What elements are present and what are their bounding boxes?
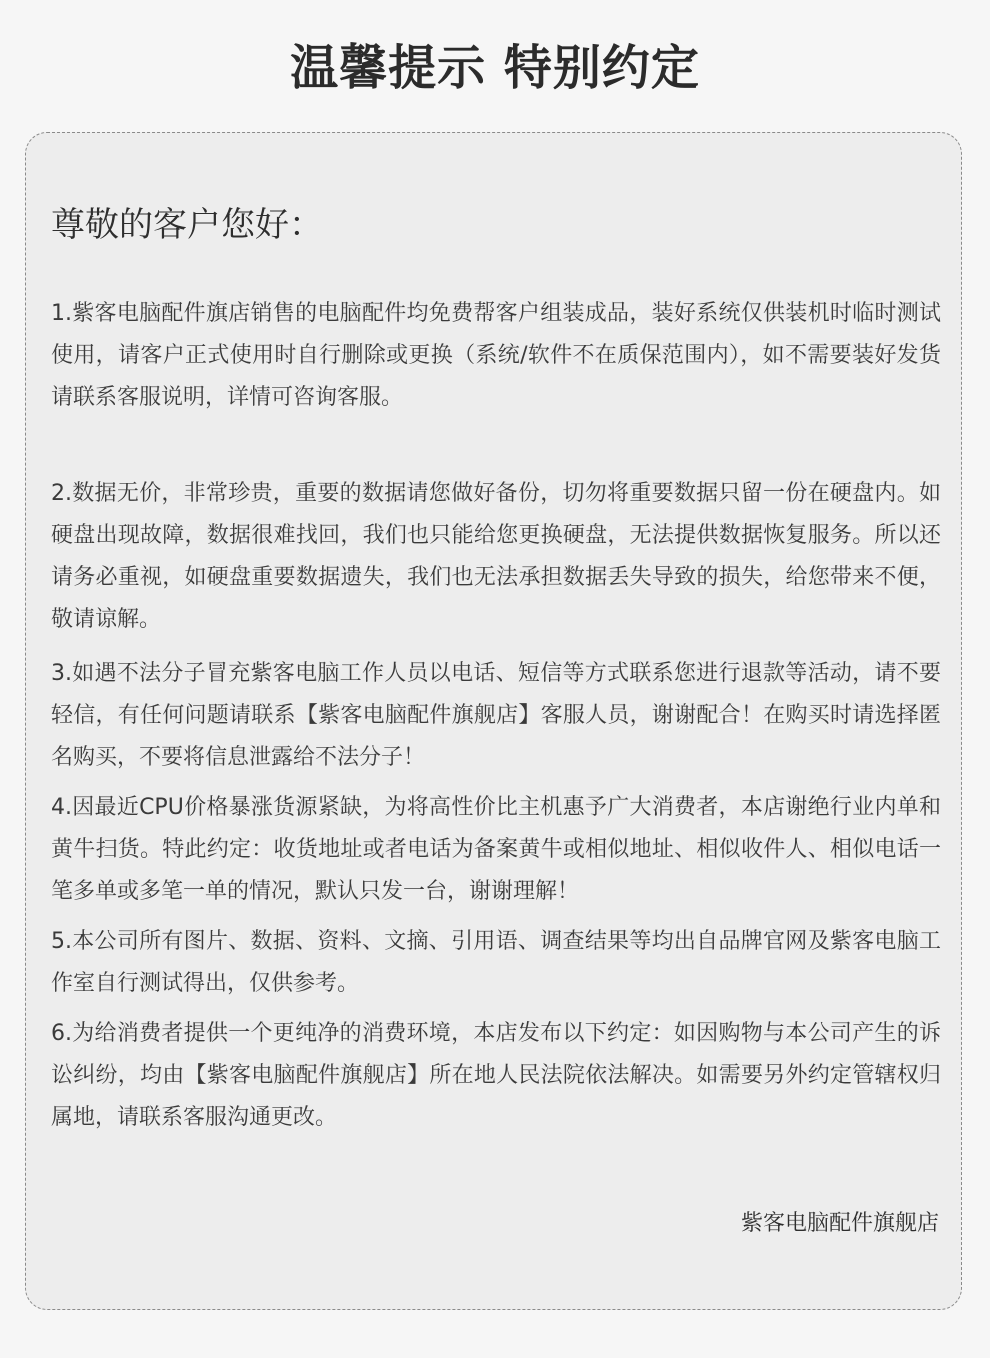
notice-box bbox=[25, 132, 962, 1310]
clause-1: 1.紫客电脑配件旗店销售的电脑配件均免费帮客户组装成品，装好系统仅供装机时临时测试使用，请客户正式使用时自行删除或更换（系统/软件不在质保范围内），如不需要装好发货请联系客服说明，详情可咨询客服。 bbox=[51, 301, 941, 410]
clause-6: 6.为给消费者提供一个更纯净的消费环境，本店发布以下约定：如因购物与本公司产生的诉讼纠纷，均由【紫客电脑配件旗舰店】所在地人民法院依法解决。如需要另外约定管辖权归属地，请联系客服沟通更改。 bbox=[51, 1021, 941, 1130]
greeting: 尊敬的客户您好： bbox=[51, 205, 323, 245]
clause-5: 5.本公司所有图片、数据、资料、文摘、引用语、调查结果等均出自品牌官网及紫客电脑工作室自行测试得出，仅供参考。 bbox=[51, 929, 941, 996]
store-signature: 紫客电脑配件旗舰店 bbox=[740, 1211, 939, 1236]
clause-2: 2.数据无价，非常珍贵，重要的数据请您做好备份，切勿将重要数据只留一份在硬盘内。如硬盘出现故障，数据很难找回，我们也只能给您更换硬盘，无法提供数据恢复服务。所以还请务必重视，如硬盘重要数据遗失，我们也无法承担数据丢失导致的损失，给您带来不便，敬请谅解。 bbox=[51, 481, 941, 632]
page-title: 温馨提示 特别约定 bbox=[290, 40, 700, 96]
clause-4: 4.因最近CPU价格暴涨货源紧缺，为将高性价比主机惠予广大消费者，本店谢绝行业内单和黄牛扫货。特此约定：收货地址或者电话为备案黄牛或相似地址、相似收件人、相似电话一笔多单或多笔一单的情况，默认只发一台，谢谢理解！ bbox=[51, 795, 941, 904]
clause-3: 3.如遇不法分子冒充紫客电脑工作人员以电话、短信等方式联系您进行退款等活动，请不要轻信，有任何问题请联系【紫客电脑配件旗舰店】客服人员，谢谢配合！在购买时请选择匿名购买，不要将信息泄露给不法分子！ bbox=[51, 661, 941, 770]
clause-list bbox=[51, 293, 941, 1139]
